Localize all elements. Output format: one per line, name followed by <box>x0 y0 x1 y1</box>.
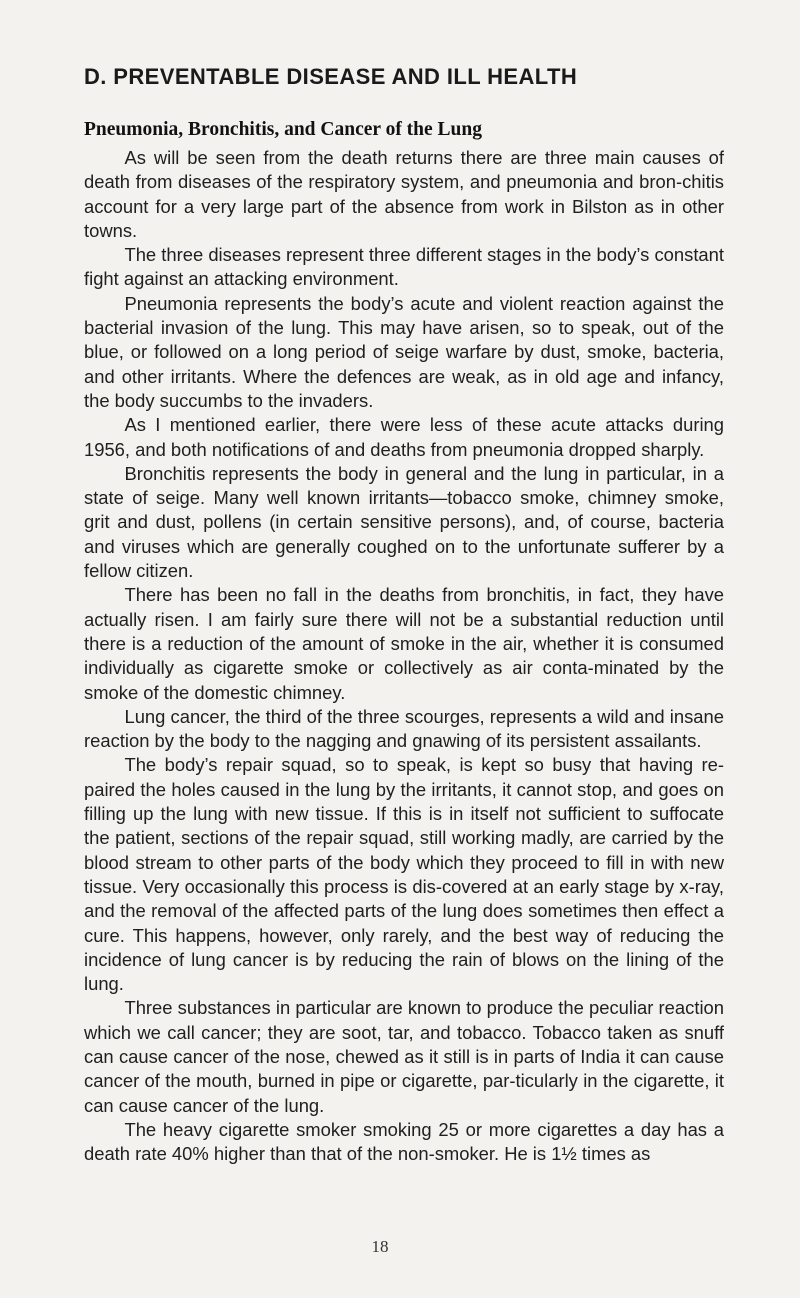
paragraph: Pneumonia represents the body’s acute and violent reaction against the bacterial invasion of the lung. This may have arisen, so to speak, out of the blue, or followed on a long period of seige warfare by dust, smoke, bacteria, and other irritants. Where the defences are weak, as in old age and infancy, the body succumbs to the invaders. <box>84 292 724 411</box>
body-text <box>84 118 724 1166</box>
paragraph: Three substances in particular are known to produce the peculiar reaction which we call cancer; they are soot, tar, and tobacco. Tobacco taken as snuff can cause cancer of the nose, chewed as it still is in parts of India it can cause cancer of the mouth, burned in pipe or cigarette, par-ticularly in the cigarette, it can cause cancer of the lung. <box>84 997 724 1116</box>
section-heading: D. PREVENTABLE DISEASE AND ILL HEALTH <box>84 64 578 89</box>
paragraph: As I mentioned earlier, there were less of these acute attacks during 1956, and both notifications of and deaths from pneumonia dropped sharply. <box>84 414 724 460</box>
paragraph: The body’s repair squad, so to speak, is kept so busy that having re-paired the holes caused in the lung by the irritants, it cannot stop, and goes on filling up the lung with new tissue. If this is in itself not sufficient to suffocate the patient, sections of the repair squad, still working madly, are carried by the blood stream to other parts of the body which they proceed to fill in with new tissue. Very occasionally this process is dis-covered at an early stage by x-ray, and the removal of the affected parts of the lung does sometimes then effect a cure. This happens, however, only rarely, and the best way of reducing the incidence of lung cancer is by reducing the rain of blows on the lining of the lung. <box>84 754 724 995</box>
paragraph: Bronchitis represents the body in general and the lung in particular, in a state of seige. Many well known irritants—tobacco smoke, chimney smoke, grit and dust, pollens (in certain sensitive persons), and, of course, bacteria and viruses which are generally coughed on to the unfortunate sufferer by a fellow citizen. <box>84 462 724 582</box>
paragraph: There has been no fall in the deaths from bronchitis, in fact, they have actually risen. I am fairly sure there will not be a substantial reduction until there is a reduction of the amount of smoke in the air, whether it is consumed individually as cigarette smoke or collectively as air conta-minated by the smoke of the domestic chimney. <box>84 584 724 703</box>
page-number: 18 <box>371 1237 389 1256</box>
paragraph: The heavy cigarette smoker smoking 25 or more cigarettes a day has a death rate 40% higher than that of the non-smoker. He is 1½ times as <box>84 1118 724 1165</box>
paragraph: Lung cancer, the third of the three scourges, represents a wild and insane reaction by the body to the nagging and gnawing of its persistent assailants. <box>84 705 724 752</box>
subheading: Pneumonia, Bronchitis, and Cancer of the Lung <box>84 119 482 140</box>
paragraph: As will be seen from the death returns there are three main causes of death from diseases of the respiratory system, and pneumonia and bron-chitis account for a very large part of the absence from work in Bilston as in other towns. <box>84 147 724 241</box>
paragraph: The three diseases represent three different stages in the body’s constant fight against an attacking environment. <box>84 244 724 290</box>
